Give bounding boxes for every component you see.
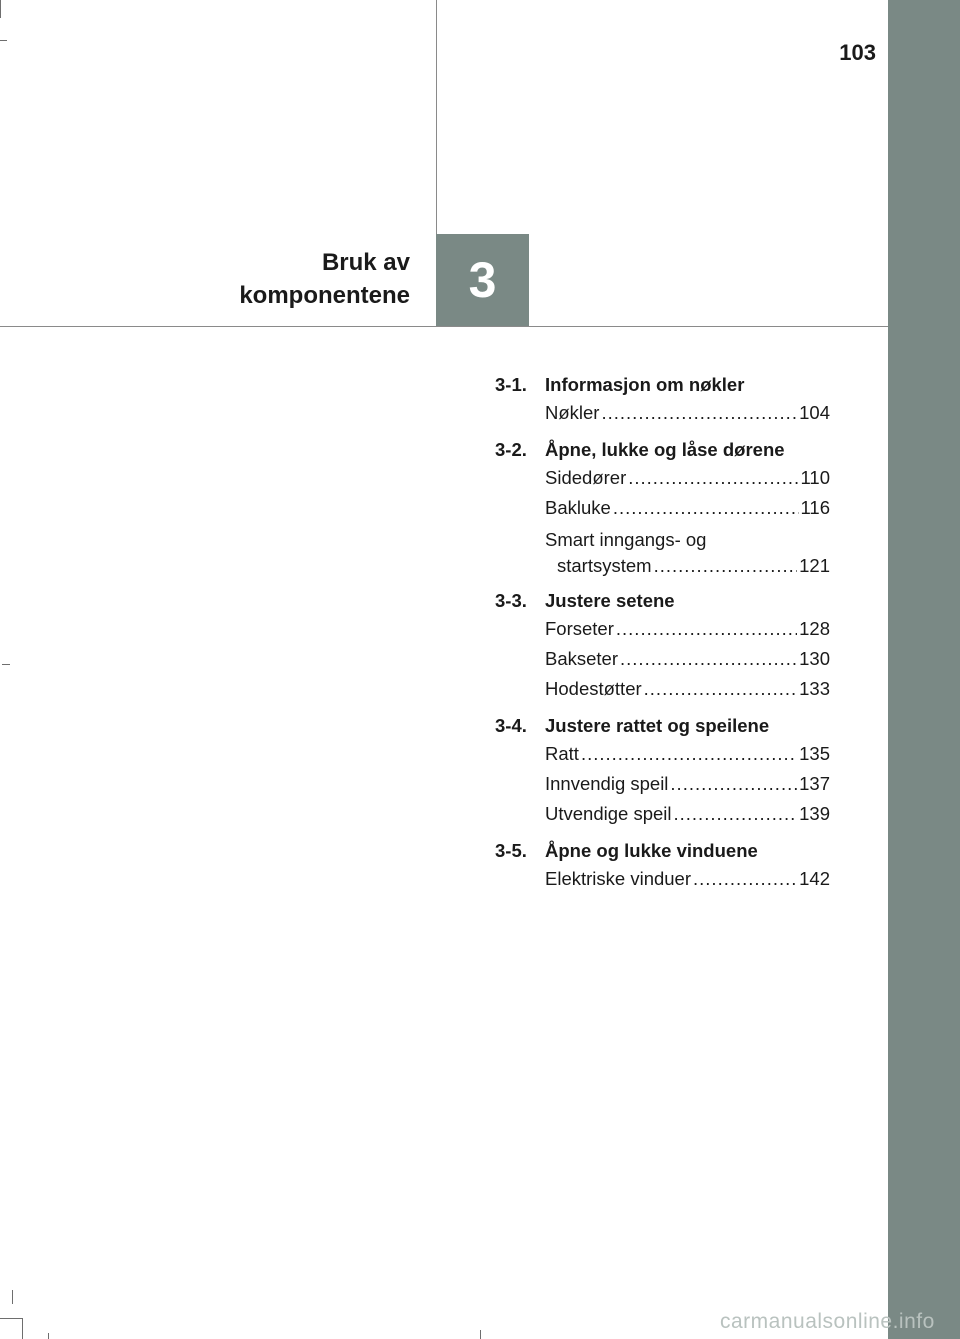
page-number: 103 xyxy=(839,40,876,65)
toc-entry[interactable] xyxy=(545,463,830,493)
toc-entry-label: Innvendig speil xyxy=(545,773,669,794)
side-band xyxy=(888,0,960,1339)
toc-section xyxy=(495,588,830,704)
crop-mark xyxy=(12,1290,13,1304)
dot-leader xyxy=(628,463,798,493)
toc-entry-page: 133 xyxy=(799,678,830,699)
dot-leader xyxy=(654,553,798,579)
toc-entry[interactable] xyxy=(545,614,830,644)
crop-mark xyxy=(0,0,1,18)
watermark: carmanualsonline.info xyxy=(720,1310,935,1333)
toc-entry-label: Bakseter xyxy=(545,648,619,669)
toc-section-title[interactable]: Åpne, lukke og låse dørene xyxy=(545,439,785,460)
crop-mark xyxy=(0,40,7,41)
dot-leader xyxy=(620,644,797,674)
toc-entry-page: 116 xyxy=(800,497,830,518)
toc-entry[interactable] xyxy=(545,644,830,674)
toc-entry[interactable] xyxy=(545,769,830,799)
toc-section-number: 3-4. xyxy=(495,715,527,736)
toc-section-title[interactable]: Åpne og lukke vinduene xyxy=(545,840,758,861)
toc-entry-page: 104 xyxy=(799,402,830,423)
toc-entry[interactable] xyxy=(545,739,830,769)
chapter-title-line2: komponentene xyxy=(239,282,410,309)
toc-entry-page: 137 xyxy=(799,773,830,794)
toc-section-number: 3-5. xyxy=(495,840,527,861)
dot-leader xyxy=(670,769,797,799)
crop-mark xyxy=(0,1318,22,1319)
divider-vertical xyxy=(436,0,437,234)
toc-section xyxy=(495,838,830,894)
toc-entry-label: Nøkler xyxy=(545,402,600,423)
chapter-title-line1: Bruk av xyxy=(321,249,410,276)
toc-entry[interactable] xyxy=(545,674,830,704)
toc-entry-label: Smart inngangs- og xyxy=(545,529,707,550)
dot-leader xyxy=(616,614,797,644)
toc-section-number: 3-2. xyxy=(495,439,527,460)
toc-entry-page: 139 xyxy=(799,803,830,824)
toc-section-number: 3-1. xyxy=(495,374,527,395)
table-of-contents xyxy=(495,372,830,903)
chapter-number-box xyxy=(436,234,529,326)
toc-entry-page: 135 xyxy=(799,743,830,764)
crop-mark xyxy=(2,664,10,665)
toc-entry[interactable] xyxy=(545,527,830,579)
toc-entry[interactable] xyxy=(545,398,830,428)
crop-mark xyxy=(48,1333,49,1339)
toc-entry-label: Ratt xyxy=(545,743,579,764)
toc-entry-label: Utvendige speil xyxy=(545,803,672,824)
toc-section-title[interactable]: Informasjon om nøkler xyxy=(545,374,745,395)
toc-entry-label: Hodestøtter xyxy=(545,678,642,699)
dot-leader xyxy=(693,864,797,894)
toc-entry-page: 121 xyxy=(799,555,830,576)
toc-entry-label: Forseter xyxy=(545,618,614,639)
toc-entry-label: Sidedører xyxy=(545,467,627,488)
dot-leader xyxy=(674,799,798,829)
divider-horizontal xyxy=(0,326,888,327)
toc-entry-page: 128 xyxy=(799,618,830,639)
toc-entry[interactable] xyxy=(545,799,830,829)
crop-mark xyxy=(22,1318,23,1339)
toc-entry-label: Bakluke xyxy=(545,497,611,518)
toc-entry-page: 110 xyxy=(800,467,830,488)
dot-leader xyxy=(613,493,799,523)
crop-mark xyxy=(480,1330,481,1339)
toc-section xyxy=(495,372,830,428)
toc-section-title[interactable]: Justere rattet og speilene xyxy=(545,715,770,736)
chapter-title xyxy=(239,246,410,312)
toc-entry[interactable] xyxy=(545,864,830,894)
toc-section-title[interactable]: Justere setene xyxy=(545,590,675,611)
dot-leader xyxy=(581,739,797,769)
toc-section xyxy=(495,713,830,829)
toc-entry-page: 130 xyxy=(799,648,830,669)
toc-section-number: 3-3. xyxy=(495,590,527,611)
toc-entry-label-continued: startsystem xyxy=(557,555,652,576)
dot-leader xyxy=(601,398,797,428)
toc-entry[interactable] xyxy=(545,493,830,523)
toc-section xyxy=(495,437,830,579)
toc-entry-label: Elektriske vinduer xyxy=(545,868,692,889)
dot-leader xyxy=(644,674,797,704)
chapter-number: 3 xyxy=(468,252,497,308)
toc-entry-page: 142 xyxy=(799,868,830,889)
